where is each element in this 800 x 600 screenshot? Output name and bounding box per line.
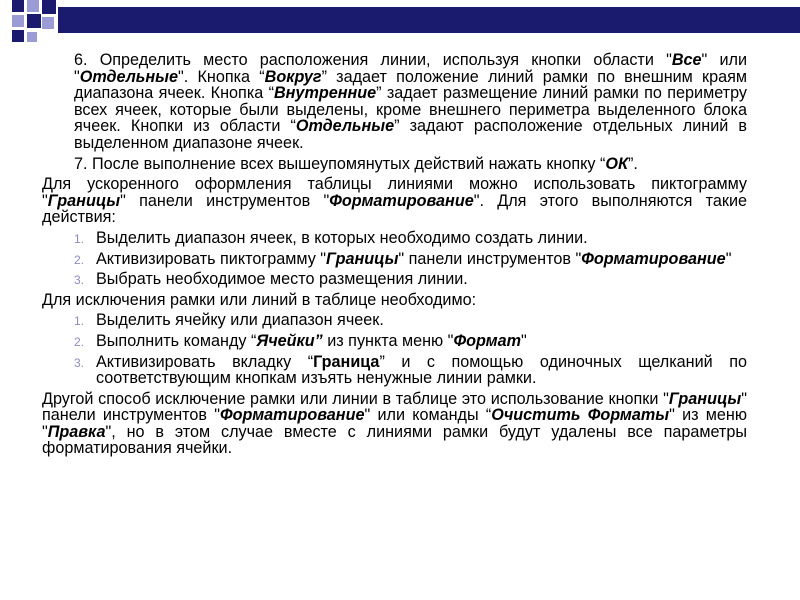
list-number: 1. (74, 231, 85, 246)
text-run: " или команды “ (364, 406, 492, 425)
deco-square-1 (12, 0, 24, 12)
emphasis-text: Внутренние (273, 84, 377, 103)
deco-square-5 (27, 14, 41, 28)
emphasis-text: Форматирование (329, 191, 474, 210)
list-item (42, 354, 747, 387)
list-number: 2. (74, 252, 85, 267)
text-run: " панели инструментов " (42, 389, 747, 425)
text-run: " (725, 249, 732, 268)
paragraph (42, 292, 747, 309)
text-run: 7. После выполнение всех вышеупомянутых действий нажать кнопку “ (74, 154, 606, 173)
ordered-list (42, 230, 747, 288)
list-number: 1. (74, 314, 85, 329)
text-run: ” задает положение линий рамки по внешним краям диапазона ячеек. Кнопка “ (74, 67, 747, 103)
text-run: ”. (627, 154, 638, 173)
emphasis-text: Форматирование (581, 249, 726, 268)
deco-square-3 (42, 0, 56, 14)
slide-body (42, 52, 747, 461)
text-run: Выполнить команду “ (96, 331, 257, 350)
deco-square-6 (42, 17, 54, 29)
deco-square-7 (12, 30, 24, 42)
text-run: Выбрать необходимое место размещения линии. (96, 270, 468, 289)
text-run: Для ускоренного оформления таблицы линиями можно использовать пиктограмму " (42, 175, 747, 210)
text-run: Активизировать пиктограмму " (96, 249, 327, 268)
deco-square-4 (12, 15, 24, 27)
emphasis-text: Границы (47, 191, 121, 210)
list-item (42, 271, 747, 288)
list-item (42, 251, 747, 268)
text-run: ” задают расположение отдельных линий в выделенном диапазоне ячеек. (74, 117, 747, 152)
text-run: " из меню " (42, 406, 747, 441)
emphasis-text: Границы (668, 389, 742, 408)
deco-square-2 (27, 0, 39, 12)
text-run: " панели инструментов " (120, 191, 330, 210)
emphasis-text: Формат (453, 331, 522, 350)
emphasis-text: Вокруг (264, 67, 322, 86)
list-number: 3. (74, 355, 85, 370)
deco-square-8 (27, 32, 37, 42)
text-run: " (521, 331, 527, 350)
emphasis-text: Ячейки” (256, 331, 323, 350)
text-run: ” задает размещение линий рамки по периметру всех ячеек, которые были выделены, кроме внешнего периметра выделенного блока ячеек. Кнопки из области “ (74, 84, 747, 136)
header-decoration (0, 0, 800, 50)
text-run: Активизировать вкладку “ (96, 352, 314, 371)
title-bar (58, 7, 800, 33)
emphasis-text: Отдельные (79, 67, 179, 86)
emphasis-text: Форматирование (220, 406, 365, 425)
text-run: Выделить ячейку или диапазон ячеек. (96, 311, 384, 330)
text-run: " панели инструментов " (398, 249, 582, 268)
text-run: Для исключения рамки или линий в таблице необходимо: (42, 290, 477, 309)
emphasis-text: Граница (313, 352, 380, 371)
emphasis-text: Правка (47, 422, 106, 441)
list-number: 2. (74, 334, 85, 349)
emphasis-text: ОК (605, 154, 628, 173)
list-number: 3. (74, 273, 85, 288)
numbered-paragraph (42, 52, 747, 152)
emphasis-text: Очистить Форматы (491, 406, 670, 425)
list-item (42, 312, 747, 329)
text-run: ". Кнопка “ (178, 67, 265, 86)
numbered-paragraph (42, 156, 747, 173)
text-run: ", но в этом случае вместе с линиями рамки будут удалены все параметры форматирования ячейки. (42, 422, 747, 458)
ordered-list (42, 312, 747, 386)
list-item (42, 230, 747, 247)
text-run: ” и с помощью одиночных щелканий по соответствующим кнопкам изъять ненужные линии рамки. (96, 352, 747, 388)
emphasis-text: Все (671, 51, 702, 69)
emphasis-text: Отдельные (295, 117, 395, 136)
list-item (42, 333, 747, 350)
text-run: " или " (74, 51, 747, 86)
emphasis-text: Границы (326, 249, 399, 268)
paragraph (42, 176, 747, 226)
text-run: ". Для этого выполняются такие действия: (42, 191, 747, 227)
text-run: 6. Определить место расположения линии, используя кнопки области " (74, 51, 672, 69)
text-run: Другой способ исключение рамки или линии в таблице это использование кнопки " (42, 389, 669, 408)
paragraph (42, 391, 747, 457)
text-run: из пункта меню " (322, 331, 454, 350)
text-run: Выделить диапазон ячеек, в которых необходимо создать линии. (96, 228, 588, 247)
